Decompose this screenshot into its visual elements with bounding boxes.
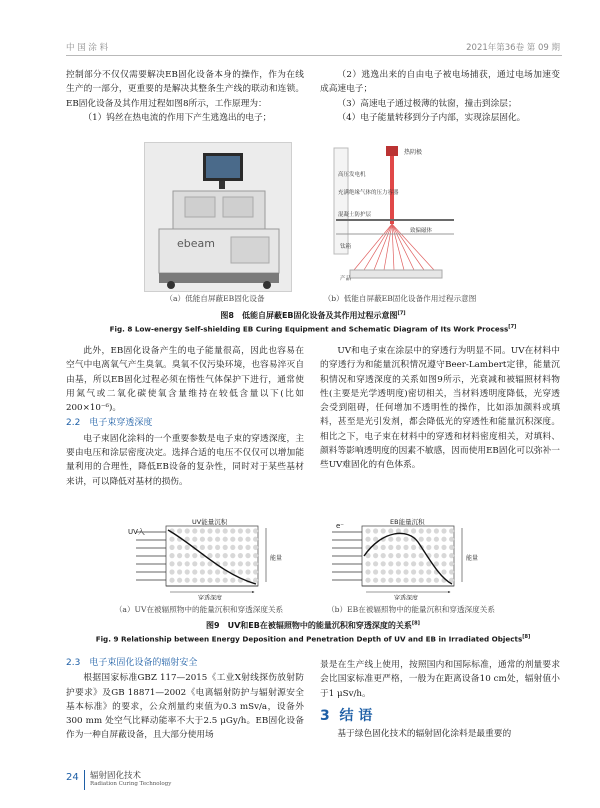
footer-divider — [84, 770, 85, 790]
material-particle — [230, 561, 235, 566]
eb-title: EB能量沉积 — [390, 518, 425, 526]
material-particle — [230, 537, 235, 542]
fig8-caption-en: Fig. 8 Low-energy Self-shielding EB Curing Equipment and Schematic Diagram of Its Work Process[7] — [109, 324, 517, 334]
material-particle — [396, 537, 401, 542]
material-particle — [200, 569, 205, 574]
material-particle — [449, 528, 454, 533]
material-particle — [169, 561, 174, 566]
material-particle — [200, 528, 205, 533]
material-particle — [192, 528, 197, 533]
material-particle — [419, 528, 424, 533]
material-particle — [253, 537, 258, 542]
bottom-right-column — [320, 658, 560, 741]
material-particle — [200, 578, 205, 583]
material-particle — [215, 578, 220, 583]
material-particle — [411, 553, 416, 558]
fig8-caption-zh: 图8 低能自屏蔽EB固化设备及其作用过程示意图[7] — [220, 310, 406, 320]
brand-logo: ebeam — [177, 237, 215, 250]
material-particle — [169, 537, 174, 542]
step-2: （2）逃逸出来的自由电子被电场捕获，通过电场加速变成高速电子； — [320, 70, 560, 95]
material-particle — [169, 578, 174, 583]
material-particle — [449, 561, 454, 566]
material-particle — [177, 561, 182, 566]
material-particle — [223, 528, 228, 533]
material-particle — [253, 561, 258, 566]
gas-label: 充满绝缘气体的压力容器 — [338, 190, 399, 196]
ti-label: 钛箱 — [340, 244, 352, 250]
material-particle — [238, 528, 243, 533]
material-particle — [185, 528, 190, 533]
material-particle — [388, 528, 393, 533]
uv-axis-y: 能量 — [270, 555, 283, 562]
uv-deposition-diagram — [126, 516, 286, 600]
material-particle — [192, 569, 197, 574]
material-particle — [253, 553, 258, 558]
material-particle — [388, 553, 393, 558]
material-particle — [434, 528, 439, 533]
material-particle — [245, 553, 250, 558]
material-particle — [253, 569, 258, 574]
mid-right-column — [320, 344, 560, 473]
material-particle — [223, 578, 228, 583]
material-particle — [245, 561, 250, 566]
material-particle — [365, 528, 370, 533]
material-particle — [215, 553, 220, 558]
material-particle — [403, 537, 408, 542]
material-particle — [177, 528, 182, 533]
material-particle — [230, 545, 235, 550]
material-particle — [215, 528, 220, 533]
material-particle — [373, 545, 378, 550]
material-particle — [245, 569, 250, 574]
material-particle — [200, 537, 205, 542]
material-particle — [207, 561, 212, 566]
material-particle — [185, 569, 190, 574]
magnet-label: 致偏磁体 — [410, 228, 433, 234]
eb-axis-x: 穿透深度 — [394, 595, 419, 600]
footer-journal-zh: 辐射固化技术 — [90, 771, 142, 781]
uv-title: UV能量沉积 — [192, 518, 228, 526]
material-particle — [207, 578, 212, 583]
material-particle — [192, 537, 197, 542]
section-2-3-title: 2.3 电子束固化设备的辐射安全 — [66, 658, 198, 668]
material-particle — [426, 537, 431, 542]
material-particle — [449, 537, 454, 542]
material-particle — [449, 545, 454, 550]
footer-journal-en: Radiation Curing Technology — [90, 781, 172, 787]
material-particle — [192, 553, 197, 558]
material-particle — [441, 561, 446, 566]
hv-label: 高压发电机 — [338, 172, 366, 178]
material-particle — [419, 569, 424, 574]
material-particle — [441, 553, 446, 558]
material-particle — [403, 578, 408, 583]
material-particle — [403, 569, 408, 574]
paragraph: （1）钨丝在热电流的作用下产生逃逸出的电子； — [83, 112, 272, 123]
material-particle — [449, 569, 454, 574]
eb-label: e⁻ — [336, 522, 345, 530]
material-particle — [238, 561, 243, 566]
material-particle — [388, 569, 393, 574]
material-particle — [434, 545, 439, 550]
material-particle — [426, 578, 431, 583]
material-particle — [419, 537, 424, 542]
material-particle — [388, 561, 393, 566]
material-particle — [403, 553, 408, 558]
material-particle — [441, 537, 446, 542]
material-particle — [381, 545, 386, 550]
paragraph: 景是在生产线上使用，按照国内和国际标准，通常的剂量要求会比国家标准更严格，一般为在距离设备10 cm处，辐射值小于1 μSv/h。 — [320, 660, 560, 699]
top-left-column — [66, 68, 304, 125]
material-particle — [215, 569, 220, 574]
step-4: （4）电子能量转移到分子内部，实现涂层固化。 — [337, 112, 526, 123]
material-particle — [253, 578, 258, 583]
material-particle — [419, 578, 424, 583]
material-particle — [230, 553, 235, 558]
material-particle — [177, 578, 182, 583]
fig9-caption-zh: 图9 UV和EB在被辐照物中的能量沉积和穿透深度的关系[8] — [206, 620, 420, 630]
material-particle — [441, 569, 446, 574]
material-particle — [238, 545, 243, 550]
material-particle — [434, 561, 439, 566]
material-particle — [419, 561, 424, 566]
material-particle — [411, 561, 416, 566]
material-particle — [207, 528, 212, 533]
footer — [66, 768, 172, 792]
material-particle — [185, 578, 190, 583]
product-label: 产品 — [340, 276, 352, 282]
uv-axis-x: 穿透深度 — [198, 595, 223, 600]
material-particle — [238, 569, 243, 574]
top-right-column — [320, 68, 560, 125]
fig8-subcaption-b: （b）低能自屏蔽EB固化设备作用过程示意图 — [323, 294, 477, 303]
material-particle — [434, 578, 439, 583]
material-particle — [253, 545, 258, 550]
material-particle — [388, 578, 393, 583]
paragraph: 此外，EB固化设备产生的电子能量很高，因此也容易在空气中电离氧气产生臭氧。臭氧不仅污染环境，也容易淬灭自由基，所以EB固化过程必须在惰性气体保护下进行，通常使用氮气或二氧化碳使氧含量维持在较低含量以下(比如200×10⁻⁶)。 — [66, 346, 304, 414]
material-particle — [426, 545, 431, 550]
material-particle — [403, 561, 408, 566]
material-particle — [200, 545, 205, 550]
ebeam-equipment-photo — [144, 142, 292, 292]
material-particle — [411, 528, 416, 533]
material-particle — [177, 553, 182, 558]
paragraph: 根据国家标准GBZ 117—2015《工业X射线探伤放射防护要求》及GB 18871—2002《电离辐射防护与辐射源安全基本标准》的要求，公众剂量约束值为0.3 mSv/a，设备外300 mm 处空气比释动能率不大于2.5 μGy/h。EB固化设备作为一种自屏蔽设备，且大部分使用场 — [66, 673, 304, 741]
page-number: 24 — [66, 772, 79, 783]
material-particle — [238, 553, 243, 558]
material-particle — [373, 578, 378, 583]
material-particle — [230, 528, 235, 533]
mid-left-column — [66, 344, 304, 489]
material-particle — [426, 569, 431, 574]
material-particle — [207, 537, 212, 542]
material-particle — [434, 537, 439, 542]
material-particle — [192, 578, 197, 583]
material-particle — [245, 545, 250, 550]
material-particle — [426, 528, 431, 533]
journal-name: 中 国 涂 料 — [66, 43, 109, 53]
material-particle — [373, 553, 378, 558]
material-particle — [223, 553, 228, 558]
paragraph: 控制部分不仅仅需要解决EB固化设备本身的操作，作为在线生产的一部分，更重要的是解决其整条生产线的联动和连锁。EB固化设备及其作用过程如图8所示，工作原理为： — [66, 70, 304, 109]
material-particle — [403, 545, 408, 550]
paragraph: 电子束固化涂料的一个重要参数是电子束的穿透深度，主要由电压和涂层密度决定。选择合适的电压不仅仅可以增加能量利用的合理性，降低EB设备的复杂性，同时对于某些基材来讲，可以降低对基材的损伤。 — [66, 433, 304, 487]
material-particle — [411, 569, 416, 574]
material-particle — [441, 545, 446, 550]
material-particle — [381, 553, 386, 558]
section-2-2-title: 2.2 电子束穿透深度 — [66, 418, 153, 429]
material-particle — [215, 537, 220, 542]
material-particle — [230, 578, 235, 583]
material-particle — [185, 553, 190, 558]
material-particle — [373, 528, 378, 533]
material-particle — [169, 553, 174, 558]
fig9-caption-en: Fig. 9 Relationship between Energy Deposition and Penetration Depth of UV and EB in Irradiated Objects[8] — [95, 634, 531, 644]
material-particle — [381, 569, 386, 574]
material-particle — [381, 561, 386, 566]
material-particle — [223, 561, 228, 566]
eb-axis-y: 能量 — [466, 555, 479, 562]
uv-label: UV入 — [128, 528, 145, 536]
material-particle — [441, 528, 446, 533]
material-particle — [177, 569, 182, 574]
material-particle — [365, 569, 370, 574]
step-3: （3）高速电子通过极薄的钛窗，撞击到涂层； — [337, 98, 517, 109]
section-3-number: 3 — [320, 707, 330, 724]
material-particle — [223, 545, 228, 550]
header-rule — [66, 55, 562, 56]
section-3-heading — [320, 709, 560, 723]
material-particle — [245, 528, 250, 533]
material-particle — [381, 528, 386, 533]
material-particle — [185, 545, 190, 550]
section-3-title: 结 语 — [339, 707, 373, 724]
material-particle — [365, 537, 370, 542]
material-particle — [411, 578, 416, 583]
material-particle — [419, 553, 424, 558]
material-particle — [365, 578, 370, 583]
material-particle — [177, 545, 182, 550]
material-particle — [192, 561, 197, 566]
material-particle — [253, 528, 258, 533]
material-particle — [245, 537, 250, 542]
material-particle — [434, 553, 439, 558]
filament-label: 热阴极 — [404, 149, 423, 156]
eb-deposition-diagram — [322, 516, 482, 600]
fig9-subcaption-a: （a）UV在被辐照物中的能量沉积和穿透深度关系 — [114, 605, 284, 614]
material-particle — [403, 528, 408, 533]
material-particle — [365, 561, 370, 566]
material-particle — [411, 545, 416, 550]
material-particle — [200, 561, 205, 566]
material-particle — [223, 537, 228, 542]
material-particle — [373, 569, 378, 574]
material-particle — [381, 578, 386, 583]
material-particle — [396, 545, 401, 550]
material-particle — [396, 578, 401, 583]
issue-info: 2021年第36卷 第 09 期 — [466, 43, 560, 53]
material-particle — [396, 569, 401, 574]
fig8-subcaption-a: （a）低能自屏蔽EB固化设备 — [165, 294, 265, 303]
material-particle — [238, 537, 243, 542]
material-particle — [215, 545, 220, 550]
concrete-label: 混凝土防护层 — [338, 212, 372, 218]
material-particle — [449, 553, 454, 558]
fig9-subcaption-b: （b）EB在被辐照物中的能量沉积和穿透深度关系 — [327, 605, 495, 614]
bottom-left-column — [66, 656, 304, 743]
material-particle — [169, 545, 174, 550]
material-particle — [388, 537, 393, 542]
material-particle — [207, 569, 212, 574]
material-particle — [396, 561, 401, 566]
material-particle — [373, 561, 378, 566]
material-particle — [207, 545, 212, 550]
material-particle — [185, 561, 190, 566]
material-particle — [396, 553, 401, 558]
material-particle — [388, 545, 393, 550]
paragraph: UV和电子束在涂层中的穿透行为明显不同。UV在材料中的穿透行为和能量沉积情况遵守Beer-Lambert定律，能量沉积情况和穿透深度的关系如图9所示，光衰减和被辐照材料物性(主要是光学透明度)密切相关，当材料透明度降低，光穿透会受到阻碍，任何增加不透明性的操作，比如添加颜料或填料，甚至是光引发剂，都会降低光的穿透性和能量沉积深度。相比之下，电子束在材料中的穿透和材料密度相关，对填料、颜料等影响透明度的因素不敏感，因而使用EB固化可以弥补一些UV难固化的有色体系。 — [320, 346, 560, 471]
material-particle — [207, 553, 212, 558]
eb-schematic-diagram — [326, 142, 466, 290]
paragraph: 基于绿色固化技术的辐射固化涂料是最重要的 — [337, 729, 512, 740]
material-particle — [169, 569, 174, 574]
